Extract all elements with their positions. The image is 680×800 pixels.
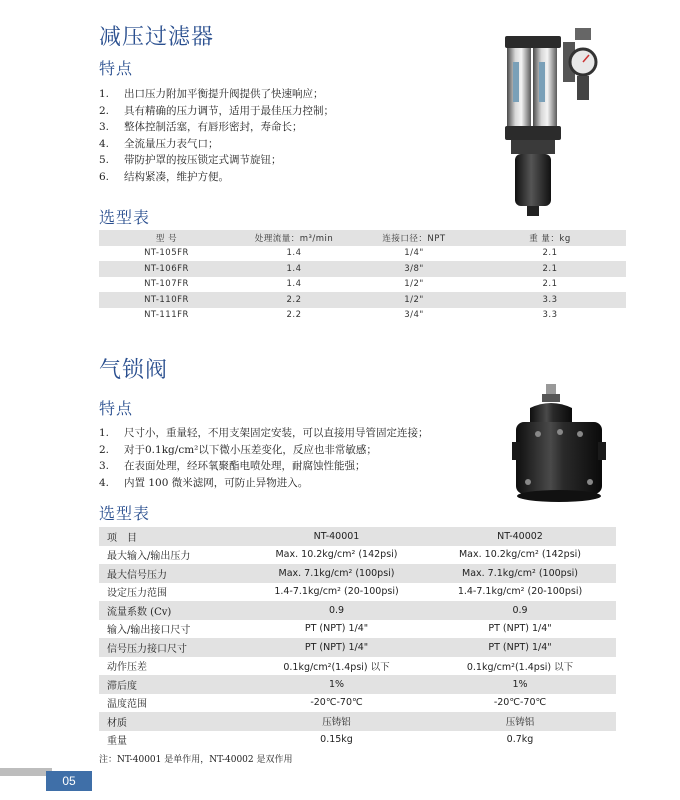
table-header: NT-40001 [249, 527, 424, 546]
section2-feature-list [99, 425, 429, 491]
table-row [99, 601, 616, 620]
table-row [99, 675, 616, 694]
table-row [99, 712, 616, 731]
table-row [99, 308, 626, 324]
table-cell: 1% [424, 675, 616, 694]
table-row [99, 277, 626, 293]
filter-regulator-image [497, 22, 607, 222]
table-row [99, 620, 616, 639]
table-cell: NT-111FR [144, 310, 189, 321]
table-row [99, 546, 616, 565]
table-cell: 3.3 [474, 292, 626, 308]
table-cell: 流量系数 (Cv) [99, 601, 249, 620]
table-cell: PT (NPT) 1/4" [488, 623, 552, 635]
table-cell: 最大信号压力 [99, 564, 249, 583]
table-row [99, 731, 616, 750]
table-cell: NT-106FR [99, 261, 234, 277]
table-cell: 材质 [99, 712, 249, 731]
table-cell: NT-110FR [99, 292, 234, 308]
table-cell: 2.1 [542, 279, 558, 290]
table-cell: 3/4" [404, 310, 424, 321]
table-cell: 1.4-7.1kg/cm² (20-100psi) [274, 586, 399, 598]
table-row [99, 564, 616, 583]
table-cell: Max. 7.1kg/cm² (100psi) [424, 564, 616, 583]
table-cell: 1% [249, 675, 424, 694]
table-cell: 重量 [107, 736, 127, 748]
table-header: 重 量：kg [474, 230, 626, 246]
table-cell: Max. 10.2kg/cm² (142psi) [275, 549, 398, 561]
section2-title: 气锁阀 [99, 358, 169, 383]
filter-regulator-table [99, 230, 626, 323]
table-cell: 3.3 [542, 310, 558, 321]
table-cell: PT (NPT) 1/4" [304, 623, 369, 635]
table-row [99, 694, 616, 713]
feature-item: 6. 结构紧凑，维护方便。 [99, 170, 229, 183]
table-cell: Max. 7.1kg/cm² (100psi) [249, 564, 424, 583]
table-row [99, 261, 626, 277]
table-cell: 0.9 [424, 601, 616, 620]
table-header: 型 号 [99, 230, 234, 246]
table-cell: 2.1 [542, 248, 558, 259]
table-row [99, 657, 616, 676]
section1-features-heading: 特点 [99, 59, 134, 78]
table-cell: 1.4 [286, 248, 302, 259]
table-cell: 温度范围 [107, 699, 147, 711]
section1-title: 减压过滤器 [99, 25, 215, 50]
table-cell: 1.4 [234, 261, 354, 277]
table-cell: 输入/输出接口尺寸 [107, 625, 191, 637]
feature-item: 4. 内置 100 微米滤网，可防止异物进入。 [99, 476, 309, 489]
air-lock-valve-table [99, 527, 616, 749]
table-row [99, 292, 626, 308]
table-cell: 0.15kg [320, 734, 353, 746]
table-cell: Max. 10.2kg/cm² (142psi) [458, 549, 582, 561]
footer-bar [0, 768, 52, 776]
table-cell: 0.1kg/cm²(1.4psi) 以下 [283, 661, 390, 673]
feature-item: 1. 出口压力附加平衡提升阀提供了快速响应； [99, 88, 324, 100]
table-row [99, 583, 616, 602]
table-cell: 压铸铝 [249, 712, 424, 731]
table-header: NT-40002 [424, 527, 616, 546]
table-cell: 滞后度 [99, 675, 249, 694]
section1-table-heading: 选型表 [99, 208, 151, 227]
table-cell: -20℃-70℃ [493, 697, 547, 709]
table-cell: NT-105FR [144, 248, 189, 259]
table-cell: 1/4" [404, 248, 424, 259]
table-cell: 1.4-7.1kg/cm² (20-100psi) [457, 586, 583, 598]
table-cell: -20℃-70℃ [310, 697, 363, 709]
table-cell: 设定压力范围 [107, 588, 167, 600]
feature-item: 3. 整体控制活塞，有唇形密封，寿命长； [99, 121, 303, 134]
feature-item: 4. 全流量压力表气口； [99, 137, 219, 150]
table-header-row [99, 230, 626, 246]
table-cell: 信号压力接口尺寸 [99, 638, 249, 657]
table-header: 项 目 [99, 527, 249, 546]
table-cell: PT (NPT) 1/4" [249, 638, 424, 657]
feature-item: 2. 具有精确的压力调节，适用于最佳压力控制； [99, 104, 334, 117]
section2-table-heading: 选型表 [99, 504, 151, 523]
feature-item: 1. 尺寸小，重量轻，不用支架固定安装，可以直接用导管固定连接； [99, 427, 429, 439]
section2-features-heading: 特点 [99, 399, 134, 418]
table-row [99, 246, 626, 262]
table-header-row [99, 527, 616, 546]
table-cell: 0.9 [249, 601, 424, 620]
table-cell: 1/2" [354, 292, 474, 308]
table-cell: 动作压差 [107, 662, 147, 674]
table-cell: 2.2 [286, 310, 302, 321]
feature-item: 2. 对于0.1kg/cm²以下微小压差变化，反应也非常敏感； [99, 443, 377, 456]
table-cell: 2.2 [234, 292, 354, 308]
footnote: 注：NT-40001 是单作用，NT-40002 是双作用 [99, 755, 293, 765]
table-cell: 1.4 [286, 279, 302, 290]
table-cell: 1/2" [404, 279, 424, 290]
table-cell: 3/8" [354, 261, 474, 277]
table-header: 处理流量：m³/min [234, 230, 354, 246]
table-cell: 0.7kg [506, 734, 534, 746]
table-cell: NT-107FR [144, 279, 189, 290]
table-cell: 压铸铝 [424, 712, 616, 731]
air-lock-valve-image [508, 382, 612, 508]
feature-item: 5. 带防护罩的按压锁定式调节旋钮； [99, 154, 282, 167]
table-cell: 2.1 [474, 261, 626, 277]
table-cell: 0.1kg/cm²(1.4psi) 以下 [466, 661, 574, 673]
section1-feature-list [99, 86, 334, 186]
table-header: 连接口径：NPT [354, 230, 474, 246]
table-row [99, 638, 616, 657]
table-cell: 最大输入/输出压力 [107, 551, 191, 563]
page-number: 05 [46, 771, 92, 791]
feature-item: 3. 在表面处理，经环氧聚酯电喷处理，耐腐蚀性能强； [99, 460, 366, 473]
table-cell: PT (NPT) 1/4" [424, 638, 616, 657]
